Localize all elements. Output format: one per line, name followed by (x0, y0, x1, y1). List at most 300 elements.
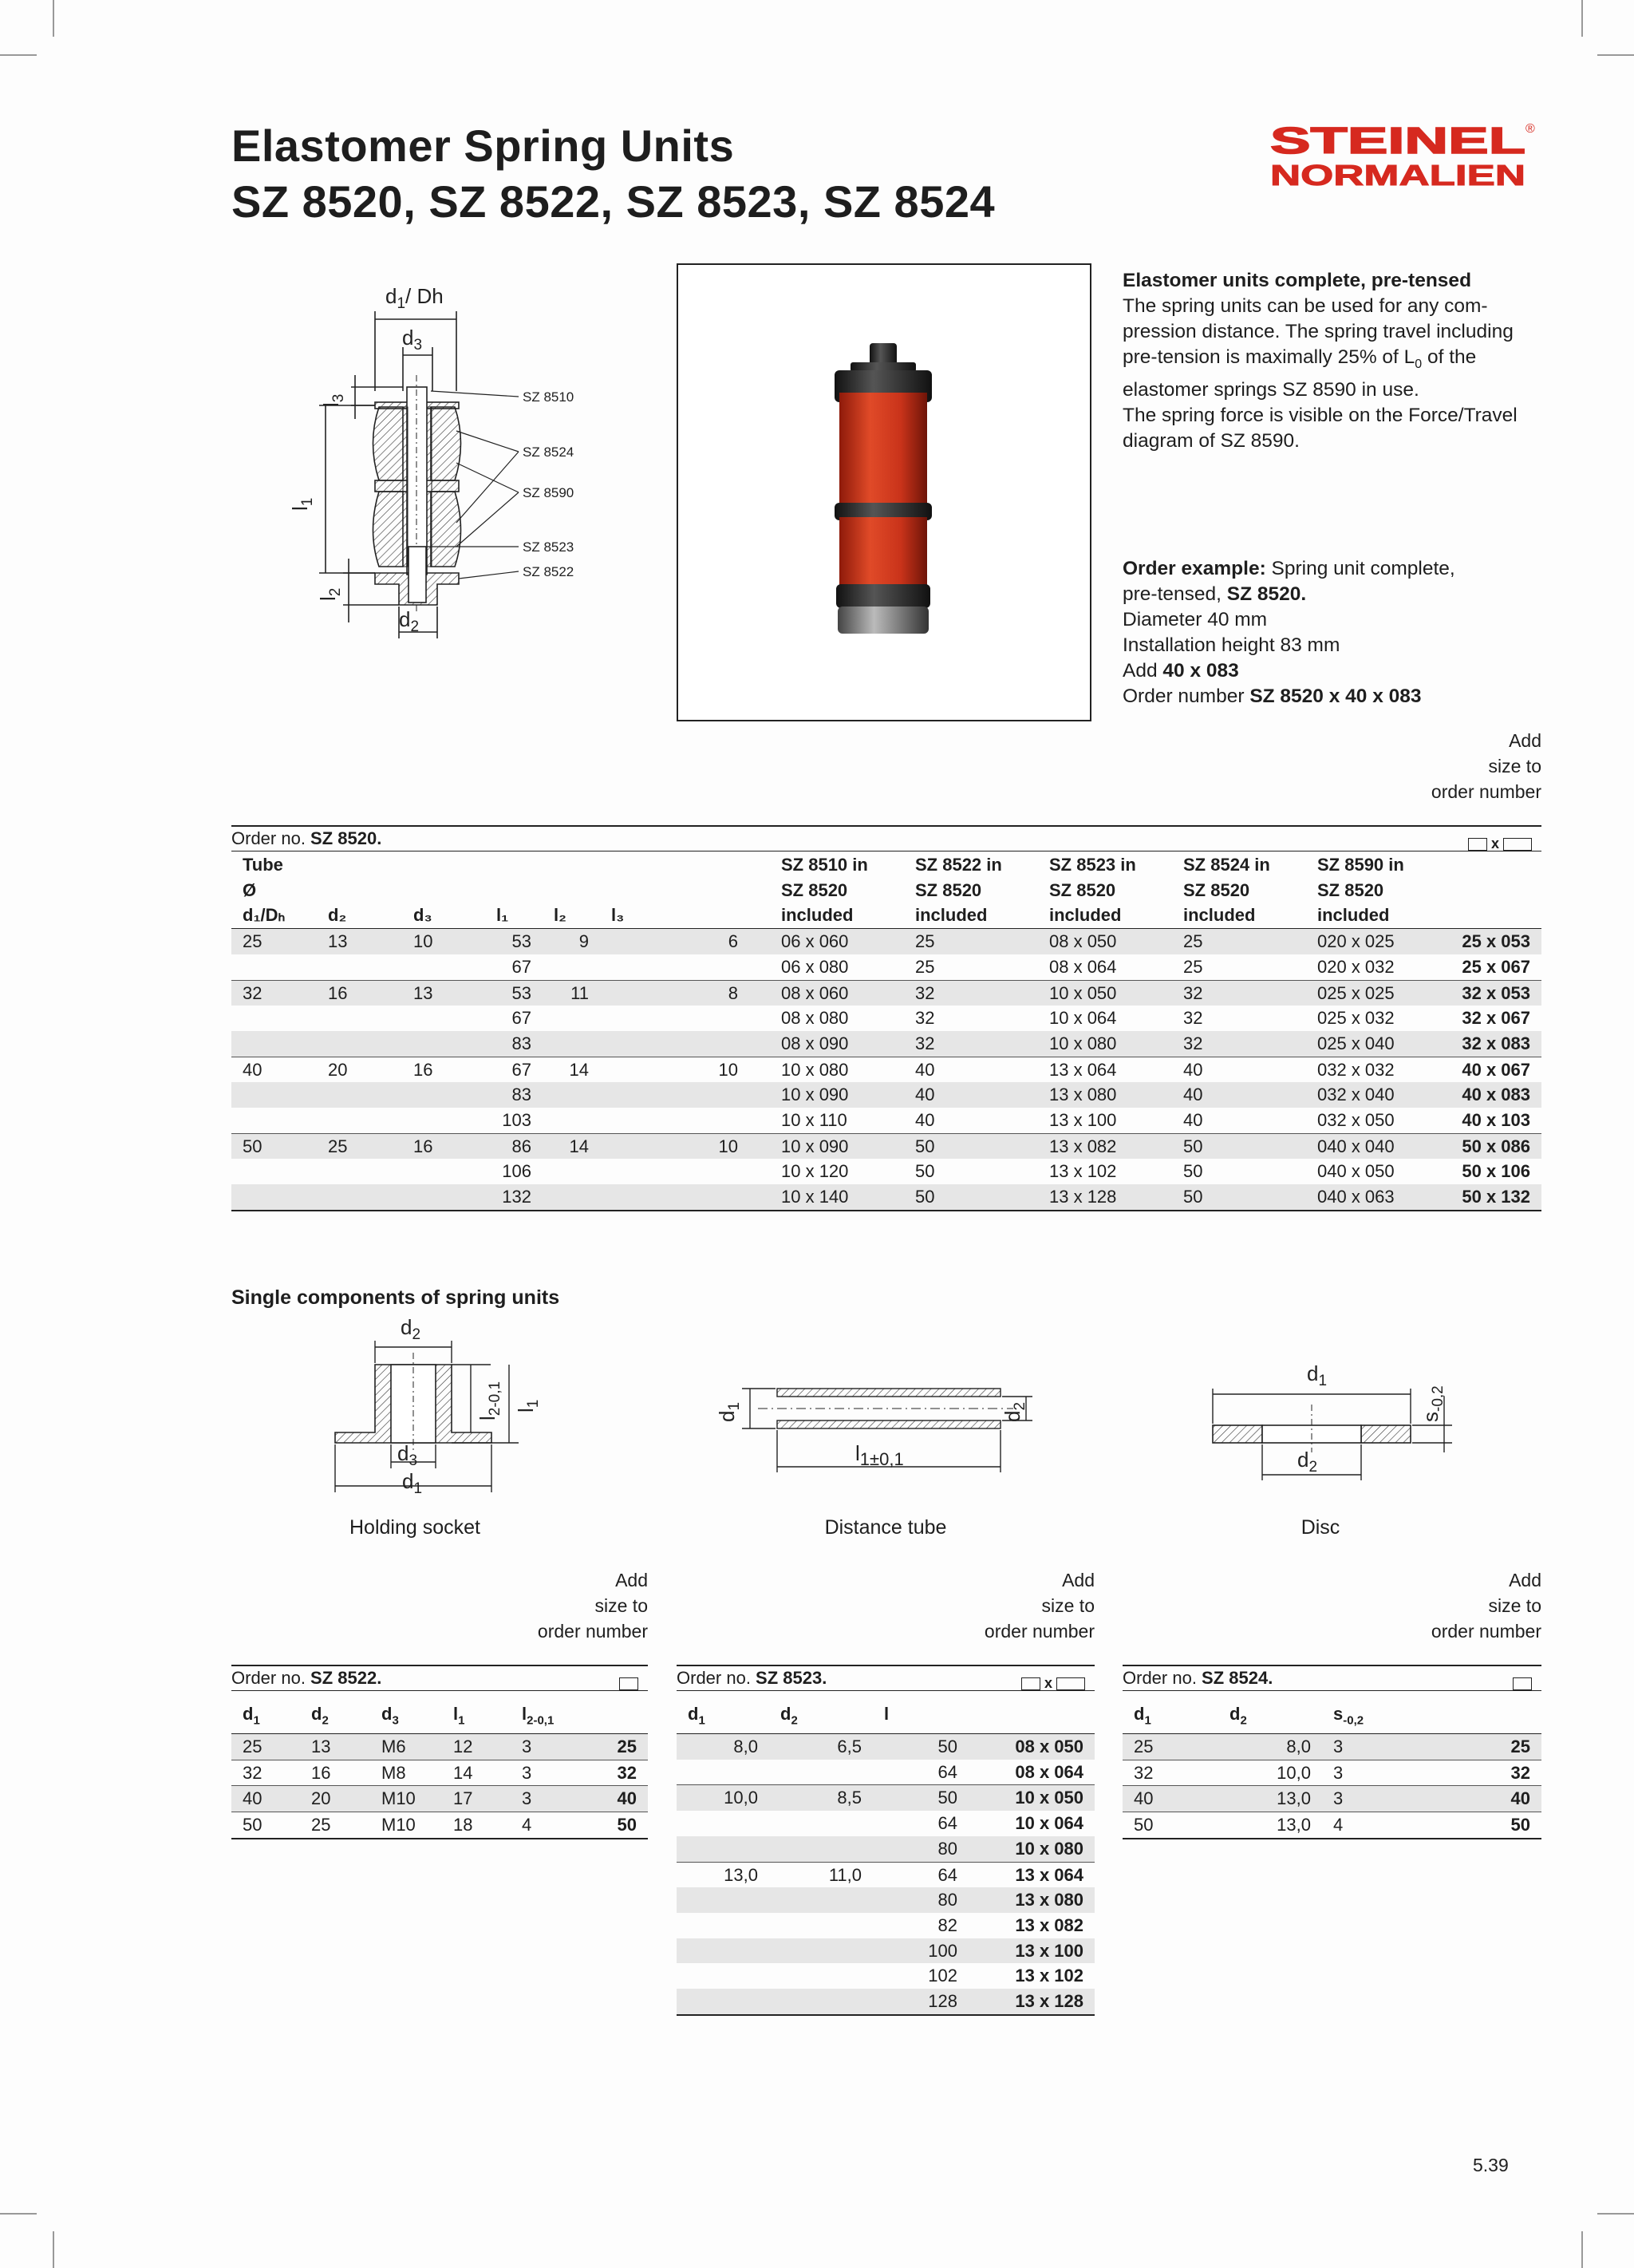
table-cell: 67 (511, 1008, 531, 1029)
table-cell: 18 (442, 1812, 511, 1839)
crop-mark (1597, 54, 1634, 56)
svg-text:l3: $l_3$ (319, 393, 347, 407)
svg-text:d1: $d_1$ (1307, 1361, 1328, 1389)
table-cell (769, 1963, 873, 1989)
table-cell (769, 1913, 873, 1938)
table-cell: 9 (543, 929, 600, 954)
table-row (677, 1989, 1095, 2015)
description-line: The spring units can be used for any com- (1123, 295, 1488, 317)
table-cell: 10,0 (677, 1785, 769, 1811)
header-tube: Tube (243, 855, 283, 875)
order-example: Order example: Spring unit complete, (1123, 557, 1455, 579)
table-cell: 50 (1183, 1161, 1203, 1182)
table-cell: 32 (231, 1760, 300, 1786)
table-cell: 25 (915, 956, 935, 977)
table-row (231, 929, 1541, 954)
table-cell: 13 x 102 (1015, 1966, 1083, 1986)
table-cell (317, 1082, 402, 1108)
table-cell (543, 1031, 600, 1057)
svg-text:d1/ Dh: $d_1/$ Dh (385, 284, 444, 312)
table-cell: 40 (1172, 1082, 1306, 1108)
table-cell: 3 (511, 1734, 597, 1760)
svg-text:d2: $d_2$ (399, 607, 420, 635)
callout-sz8510: SZ 8510 (523, 389, 574, 405)
table-cell: 10 x 064 (1049, 1008, 1117, 1029)
column-header: $l_{2-0,1}$ (511, 1695, 597, 1734)
table-cell: 040 x 050 (1317, 1161, 1395, 1182)
callout-sz8522: SZ 8522 (523, 564, 574, 579)
table-row (231, 1133, 1541, 1159)
svg-text:d2: $d_2$ (401, 1315, 421, 1343)
column-header: $d_2$ (300, 1695, 370, 1734)
table-row (677, 1887, 1095, 1913)
table-row (231, 954, 1541, 980)
callout-sz8590: SZ 8590 (523, 485, 574, 500)
table-row (677, 1760, 1095, 1785)
table-cell: 3 (1322, 1734, 1474, 1760)
table-cell: 10 (600, 1133, 770, 1159)
table-cell: 10 x 090 (770, 1082, 904, 1108)
table-cell: 08 x 090 (770, 1031, 904, 1057)
table-cell: 50 (873, 1785, 969, 1811)
order-number-bar: Order no. SZ 8520. x (231, 825, 1541, 851)
table-cell: 64 (873, 1862, 969, 1887)
holding-socket-drawing (327, 1309, 598, 1508)
table-cell: 10 x 080 (969, 1836, 1095, 1862)
table-cell: 10 x 120 (781, 1161, 849, 1182)
table-cell: 50 (873, 1734, 969, 1760)
column-header: $d_1$ (677, 1695, 769, 1734)
table-row (677, 1963, 1095, 1989)
table-cell (677, 1836, 769, 1862)
order-example-line: pre-tensed, SZ 8520. (1123, 583, 1307, 605)
table-cell: 08 x 064 (1049, 956, 1117, 977)
table-cell: 50 (1123, 1812, 1218, 1839)
description-line: pression distance. The spring travel including (1123, 321, 1514, 342)
table-cell: 13 x 080 (1038, 1082, 1172, 1108)
table-cell: 83 (485, 1082, 543, 1108)
table-cell: 032 x 032 (1306, 1057, 1438, 1082)
table-cell: 8,0 (677, 1734, 769, 1760)
table-cell (317, 1108, 402, 1133)
table-cell: 13 x 102 (1049, 1161, 1117, 1182)
crop-mark (1581, 0, 1583, 37)
table-row (677, 1862, 1095, 1887)
table-cell: 40 (904, 1082, 1038, 1108)
main-table: Tube SZ 8510 in SZ 8522 in SZ 8523 in SZ 8524 in SZ 8590 in Ø SZ 8520 SZ 8520 SZ 8520 SZ 8520 SZ 8520 d₁/Dₕ d₂ d₃ l₁ l₂ l₃ included included included included included 25 13 10 53 9 6 06 x 060 25 08 x 050 25 020 x 025 25 x 053 67 06 x 080 25 08 x 064 25 020 x 032 25 x 067 32 16 13 53 11 8 08 x 060 32 10 x 050 32 025 x 025 32 x 053 67 08 x 080 32 10 x 064 32 025 x 032 32 x 067 83 08 x 090 32 10 x 080 32 025 x 040 32 x 083 40 20 16 67 14 10 10 x 080 40 13 x 064 40 032 x 032 40 x 067 83 10 x 090 40 13 x 080 40 032 x 040 40 x 083 103 10 x 110 40 13 x 100 40 032 x 050 40 x 103 50 25 16 86 14 10 10 x 090 50 13 x 082 50 040 x 040 50 x 086 106 10 x 120 50 13 x 102 50 040 x 050 50 x 106 132 10 x 140 50 13 x 128 50 040 x 063 50 x 132 (231, 852, 1541, 1211)
table-cell (600, 1082, 770, 1108)
logo-line-2: NORMALIEN (1270, 159, 1525, 190)
table-cell (677, 1963, 769, 1989)
table-cell: 32 (904, 1031, 1038, 1057)
table-cell: 50 (915, 1161, 935, 1182)
table-cell: 025 x 032 (1317, 1008, 1395, 1029)
table-row (677, 1938, 1095, 1964)
order-example-line: Installation height 83 mm (1123, 634, 1340, 656)
table-cell (231, 1006, 317, 1031)
table-cell (231, 1184, 317, 1211)
spring-unit-illustration (678, 265, 1090, 720)
table-cell: 82 (937, 1914, 957, 1935)
table-row (677, 1785, 1095, 1811)
table-cell: 10 x 080 (770, 1057, 904, 1082)
table-cell (769, 1836, 873, 1862)
title-line-1: Elastomer Spring Units (231, 121, 735, 171)
page-number: 5.39 (1473, 2155, 1509, 2175)
table-cell: 25 (1183, 956, 1203, 977)
table-cell: 40 (904, 1057, 1038, 1082)
table-cell: 40 (597, 1786, 648, 1812)
table-cell: 25 (1172, 929, 1306, 954)
header-diameter: Ø (243, 879, 257, 900)
table-cell: 32 (1172, 1031, 1306, 1057)
table-cell: 67 (485, 1057, 543, 1082)
table-cell (677, 1913, 769, 1938)
table-cell: 50 (1474, 1812, 1541, 1839)
table-row (1123, 1760, 1541, 1786)
crop-mark (0, 2213, 37, 2215)
table-cell: 13 x 100 (969, 1938, 1095, 1964)
column-header: $l_1$ (442, 1695, 511, 1734)
table-cell: 13,0 (677, 1862, 769, 1887)
table-cell: 40 x 083 (1438, 1082, 1541, 1108)
table-cell: 53 (485, 980, 543, 1006)
table-cell: M10 (370, 1786, 442, 1812)
table-cell: 128 (873, 1989, 969, 2015)
table-cell: 3 (511, 1786, 597, 1812)
table-cell: 3 (1322, 1786, 1474, 1812)
svg-text:d1: $d_1$ (715, 1401, 743, 1422)
table-cell: 20 (300, 1786, 370, 1812)
table-row (677, 1734, 1095, 1760)
table-cell: 40 (1172, 1057, 1306, 1082)
table-cell: 32 (904, 980, 1038, 1006)
caption-disc: Disc (1300, 1516, 1340, 1539)
table-cell: 13,0 (1218, 1786, 1322, 1812)
table-cell: 10,0 (1218, 1760, 1322, 1786)
column-header: l (873, 1695, 969, 1734)
table-cell (317, 1006, 402, 1031)
table-cell: 86 (485, 1133, 543, 1159)
table-cell: 102 (928, 1966, 957, 1986)
table-cell (600, 1159, 770, 1184)
table-cell (769, 1887, 873, 1913)
table-cell: 50 (231, 1133, 317, 1159)
table-cell: 25 (904, 929, 1038, 954)
table-cell: 13 x 128 (1038, 1184, 1172, 1211)
table-cell: 40 (231, 1786, 300, 1812)
table-cell: 10 x 064 (1015, 1813, 1083, 1834)
table-cell: 83 (485, 1031, 543, 1057)
table-cell: 32 (1123, 1760, 1218, 1786)
table-cell: 13 (300, 1734, 370, 1760)
table-cell (231, 1159, 317, 1184)
description-line: The spring force is visible on the Force/Travel (1123, 404, 1518, 426)
svg-text:d2: $d_2$ (1001, 1401, 1028, 1422)
table-cell: 64 (937, 1813, 957, 1834)
table-cell: 32 (231, 980, 317, 1006)
svg-text:l1: $l_1$ (288, 497, 316, 511)
table-cell: 6,5 (769, 1734, 873, 1760)
svg-text:d3: $d_3$ (402, 326, 423, 354)
table-cell: 16 (300, 1760, 370, 1786)
table-cell: 10 x 140 (770, 1184, 904, 1211)
table-cell: 25 (231, 1734, 300, 1760)
product-photo (677, 263, 1091, 721)
table-cell (677, 1760, 769, 1785)
order-bar-8524: Order no. SZ 8524. (1123, 1665, 1541, 1691)
table-cell (543, 1159, 600, 1184)
table-cell: 14 (543, 1057, 600, 1082)
table-cell: 8,0 (1218, 1734, 1322, 1760)
disc-drawing (1197, 1349, 1468, 1492)
callout-sz8523: SZ 8523 (523, 539, 574, 555)
table-cell: 13 x 082 (1015, 1914, 1083, 1935)
table-cell: 032 x 050 (1317, 1110, 1395, 1131)
table-cell: 14 (543, 1133, 600, 1159)
table-row (677, 1811, 1095, 1836)
table-row (231, 1082, 1541, 1108)
svg-text:d2: $d_2$ (1297, 1448, 1318, 1476)
logo-registered-mark: ® (1525, 122, 1535, 136)
table-cell (402, 1006, 485, 1031)
table-cell: 32 (1474, 1760, 1541, 1786)
table-cell: 40 (1123, 1786, 1218, 1812)
table-cell (769, 1811, 873, 1836)
table-cell: 13 (402, 980, 485, 1006)
table-cell: 06 x 060 (770, 929, 904, 954)
crop-mark (53, 0, 54, 37)
table-cell: 10 x 050 (969, 1785, 1095, 1811)
table-cell: 13 (317, 929, 402, 954)
caption-distance-tube: Distance tube (824, 1516, 947, 1539)
table-cell (543, 1082, 600, 1108)
table-cell: 25 (597, 1734, 648, 1760)
table-cell: 25 (231, 929, 317, 954)
description-line: elastomer springs SZ 8590 in use. (1123, 378, 1419, 401)
title-line-2: SZ 8520, SZ 8522, SZ 8523, SZ 8524 (231, 176, 996, 227)
table-cell: 040 x 063 (1306, 1184, 1438, 1211)
table-cell: 25 (1123, 1734, 1218, 1760)
table-row (231, 1108, 1541, 1133)
table-row (231, 980, 1541, 1006)
table-cell (317, 954, 402, 980)
table-cell: 08 x 060 (770, 980, 904, 1006)
svg-text:l2-0,1: $l_{2-0,1}$ (476, 1381, 503, 1420)
single-components-heading: Single components of spring units (231, 1286, 560, 1309)
crop-mark (1581, 2231, 1583, 2268)
description-line: pre-tension is maximally 25% of $L_0$ of the (1123, 346, 1477, 371)
table-cell: 40 x 067 (1438, 1057, 1541, 1082)
add-size-note-8524: Add size to order number (1431, 1570, 1541, 1642)
table-cell (600, 954, 770, 980)
table-cell: 3 (511, 1760, 597, 1786)
table-row (231, 1057, 1541, 1082)
table-cell: 32 x 067 (1462, 1008, 1530, 1029)
table-cell: 25 x 053 (1438, 929, 1541, 954)
table-row (231, 1734, 648, 1760)
order-bar-8522: Order no. SZ 8522. (231, 1665, 648, 1691)
table-cell (231, 954, 317, 980)
table-row (1123, 1812, 1541, 1839)
table-cell: 50 (231, 1812, 300, 1839)
table-cell (402, 1108, 485, 1133)
table-cell: 10 x 090 (770, 1133, 904, 1159)
table-sz8522 (231, 1695, 648, 1839)
caption-holding-socket: Holding socket (349, 1516, 480, 1539)
column-header: $d_1$ (1123, 1695, 1218, 1734)
table-cell: 13,0 (1218, 1812, 1322, 1839)
column-header: $d_2$ (1218, 1695, 1322, 1734)
add-size-note-8522: Add size to order number (537, 1570, 648, 1642)
table-cell (600, 1031, 770, 1057)
table-cell: 32 x 053 (1438, 980, 1541, 1006)
table-sz8524 (1123, 1695, 1541, 1839)
description-line: diagram of SZ 8590. (1123, 429, 1300, 452)
table-cell: 50 (904, 1184, 1038, 1211)
svg-text:d3: $d_3$ (397, 1441, 418, 1469)
table-cell (317, 1031, 402, 1057)
table-cell: 06 x 080 (781, 956, 849, 977)
table-cell: 106 (502, 1161, 531, 1182)
table-cell: 08 x 050 (969, 1734, 1095, 1760)
table-cell (402, 1184, 485, 1211)
table-cell: 040 x 040 (1306, 1133, 1438, 1159)
svg-text:l2: $l_2$ (316, 587, 344, 601)
svg-text:l1: $l_1$ (514, 1399, 542, 1413)
table-cell: 50 (597, 1812, 648, 1839)
table-row (677, 1913, 1095, 1938)
table-cell: 12 (442, 1734, 511, 1760)
table-cell: 025 x 025 (1306, 980, 1438, 1006)
table-cell: 4 (511, 1812, 597, 1839)
table-row (231, 1006, 1541, 1031)
table-cell: 10 x 110 (781, 1110, 847, 1131)
table-cell: 17 (442, 1786, 511, 1812)
table-cell (402, 1082, 485, 1108)
order-bar-8523: Order no. SZ 8523. x (677, 1665, 1095, 1691)
table-cell: 32 x 083 (1438, 1031, 1541, 1057)
table-cell: 25 (1474, 1734, 1541, 1760)
table-cell (600, 1006, 770, 1031)
table-cell: 16 (402, 1057, 485, 1082)
table-cell (600, 1184, 770, 1211)
table-cell: M8 (370, 1760, 442, 1786)
crop-mark (0, 54, 37, 56)
column-header: $d_2$ (769, 1695, 873, 1734)
table-cell: 13 x 128 (969, 1989, 1095, 2015)
table-cell: 3 (1322, 1760, 1474, 1786)
table-cell (677, 1989, 769, 2015)
table-cell (677, 1938, 769, 1964)
table-cell: 13 x 064 (969, 1862, 1095, 1887)
table-cell: 32 (915, 1008, 935, 1029)
table-cell: 10 (402, 929, 485, 954)
table-row (1123, 1786, 1541, 1812)
table-cell: 40 (1474, 1786, 1541, 1812)
page-title (231, 118, 995, 230)
table-cell: 10 (600, 1057, 770, 1082)
add-size-note-8523: Add size to order number (984, 1570, 1095, 1642)
table-row (1123, 1734, 1541, 1760)
add-size-note: Add size to order number (1431, 730, 1541, 802)
table-cell: 40 x 103 (1462, 1110, 1530, 1131)
description-heading: Elastomer units complete, pre-tensed (1123, 270, 1472, 291)
table-cell (402, 1159, 485, 1184)
table-cell: 14 (442, 1760, 511, 1786)
table-cell (677, 1811, 769, 1836)
table-cell: 32 (1172, 980, 1306, 1006)
table-cell: 40 (231, 1057, 317, 1082)
table-cell (317, 1184, 402, 1211)
table-cell (543, 954, 600, 980)
crop-mark (53, 2231, 54, 2268)
column-header: $d_1$ (231, 1695, 300, 1734)
table-cell: 50 x 132 (1438, 1184, 1541, 1211)
table-cell: 8 (600, 980, 770, 1006)
table-cell: 80 (873, 1887, 969, 1913)
table-cell: 10 x 080 (1038, 1031, 1172, 1057)
table-row (231, 1184, 1541, 1211)
table-sz8523 (677, 1695, 1095, 2016)
table-cell: 6 (600, 929, 770, 954)
table-row (231, 1786, 648, 1812)
table-cell: 020 x 025 (1306, 929, 1438, 954)
column-header: $d_3$ (370, 1695, 442, 1734)
table-cell: 025 x 040 (1306, 1031, 1438, 1057)
crop-mark (1597, 2213, 1634, 2215)
table-cell: 40 (1183, 1110, 1203, 1131)
table-cell: 13 x 080 (969, 1887, 1095, 1913)
table-cell: 50 (1172, 1184, 1306, 1211)
table-cell: 100 (873, 1938, 969, 1964)
table-cell (600, 1108, 770, 1133)
table-cell: 16 (402, 1133, 485, 1159)
table-cell: 020 x 032 (1317, 956, 1395, 977)
table-cell: 50 (904, 1133, 1038, 1159)
table-cell: 032 x 040 (1306, 1082, 1438, 1108)
svg-text:l1±0,1: $l_{1\pm 0,1}$ (855, 1441, 904, 1469)
table-cell: 132 (485, 1184, 543, 1211)
table-row (231, 1760, 648, 1786)
table-cell (231, 1082, 317, 1108)
table-cell (769, 1760, 873, 1785)
order-example-line: Add 40 x 083 (1123, 659, 1239, 682)
table-cell: 32 (1183, 1008, 1203, 1029)
table-cell (543, 1184, 600, 1211)
table-cell: 8,5 (769, 1785, 873, 1811)
table-cell (317, 1159, 402, 1184)
table-cell: 53 (485, 929, 543, 954)
table-cell: 08 x 050 (1038, 929, 1172, 954)
svg-text:d1: $d_1$ (402, 1469, 423, 1497)
description (1123, 268, 1569, 709)
table-cell: 64 (937, 1761, 957, 1782)
table-cell: 10 x 050 (1038, 980, 1172, 1006)
table-cell: 50 x 106 (1462, 1161, 1530, 1182)
table-cell: 11,0 (769, 1862, 873, 1887)
main-table-body (231, 929, 1541, 1211)
table-cell: 25 (300, 1812, 370, 1839)
table-cell: 4 (1322, 1812, 1474, 1839)
table-cell: 08 x 064 (1015, 1761, 1083, 1782)
table-row (231, 1031, 1541, 1057)
table-cell: 16 (317, 980, 402, 1006)
table-cell: 80 (873, 1836, 969, 1862)
svg-text:s-0,2: $s_{-0,2}$ (1419, 1385, 1447, 1422)
table-row (231, 1159, 1541, 1184)
table-cell: 32 (597, 1760, 648, 1786)
